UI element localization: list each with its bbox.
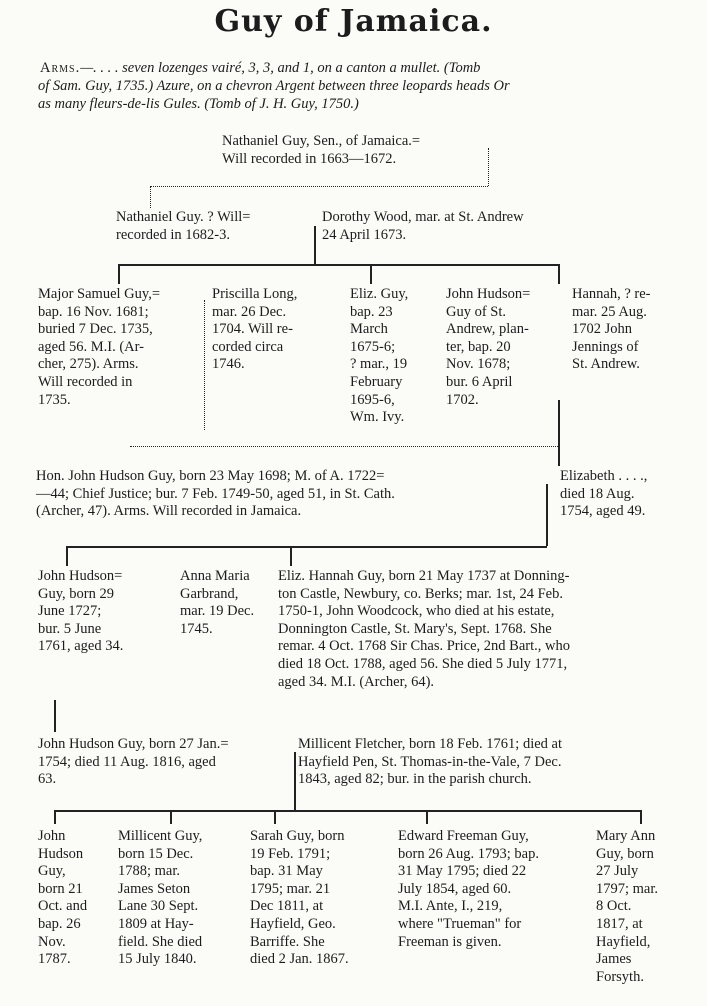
john-hudson-guy-1754: John Hudson Guy, born 27 Jan.= 1754; died 11 Aug. 1816, aged 63. [38,736,229,788]
millicent-fletcher: Millicent Fletcher, born 18 Feb. 1761; died at Hayfield Pen, St. Thomas-in-the-Vale, 7 Dec. 1843, aged 82; bur. in the parish church. [298,736,562,788]
arms-line-1: —. . . . seven lozenges vairé, 3, 3, and 1, on a canton a mullet. (Tomb [80,60,481,76]
arms-label: Arms. [40,60,81,76]
descent-line [204,300,205,430]
hon-john-hudson-guy: Hon. John Hudson Guy, born 23 May 1698; M. of A. 1722= —44; Chief Justice; bur. 7 Feb. 1749-50, aged 51, in St. Cath. (Archer, 47). Arms. Will recorded in Jamaica. [36,468,395,520]
descent-line [558,264,560,284]
millicent-guy: Millicent Guy, born 15 Dec. 1788; mar. James Seton Lane 30 Sept. 1809 at Hay- field. She died 15 July 1840. [118,828,203,968]
page-title: Guy of Jamaica. [214,4,493,39]
descent-line [130,446,558,447]
hannah: Hannah, ? re- mar. 25 Aug. 1702 John Jennings of St. Andrew. [572,286,651,373]
sarah-guy: Sarah Guy, born 19 Feb. 1791; bap. 31 May 1795; mar. 21 Dec 1811, at Hayfield, Geo. Barriffe. She died 2 Jan. 1867. [250,828,349,968]
arms-line-3: as many fleurs-de-lis Gules. (Tomb of J. H. Guy, 1750.) [38,96,359,112]
john-hudson-guy-of-st-andrew: John Hudson= Guy of St. Andrew, plan- ter, bap. 20 Nov. 1678; bur. 6 April 1702. [446,286,531,408]
descent-line [150,186,488,187]
elizabeth: Elizabeth . . . ., died 18 Aug. 1754, aged 49. [560,468,648,520]
descent-line [370,264,372,284]
eliz-guy: Eliz. Guy, bap. 23 March 1675-6; ? mar., 19 February 1695-6, Wm. Ivy. [350,286,409,426]
priscilla-long: Priscilla Long, mar. 26 Dec. 1704. Will re- corded circa 1746. [212,286,298,373]
descent-line [170,810,172,824]
descent-line [558,450,560,466]
descent-line [314,226,316,264]
john-hudson-guy-1727: John Hudson= Guy, born 29 June 1727; bur. 5 June 1761, aged 34. [38,568,124,655]
descent-line [54,700,56,732]
descent-line [118,264,120,284]
john-hudson-guy-1787: John Hudson Guy, born 21 Oct. and bap. 26 Nov. 1787. [38,828,88,968]
descent-line [640,810,642,824]
descent-line [290,546,292,566]
edward-freeman-guy: Edward Freeman Guy, born 26 Aug. 1793; bap. 31 May 1795; died 22 July 1854, aged 60. M.I. Ante, I., 219, where "Trueman" for Freeman is given. [398,828,539,950]
sibling-line [54,810,642,812]
descent-line [274,810,276,824]
sibling-line [66,546,547,548]
mary-ann-guy: Mary Ann Guy, born 27 July 1797; mar. 8 Oct. 1817, at Hayfield, James Forsyth. [596,828,659,985]
nathaniel-guy: Nathaniel Guy. ? Will= recorded in 1682-3. [116,209,251,243]
descent-line [150,186,151,208]
eliz-hannah-guy: Eliz. Hannah Guy, born 21 May 1737 at Donning- ton Castle, Newbury, co. Berks; mar. 1st, 24 Feb. 1750-1, John Woodcock, who died at his estate, Donnington Castle, St. Mary's, Sept. 1768. She remar. 4 Oct. 1768 Sir Chas. Price, 2nd Bart., who died 18 Oct. 1788, aged 56. She died 5 July 1771, aged 34. M.I. (Archer, 64). [278,568,570,690]
nathaniel-guy-senior: Nathaniel Guy, Sen., of Jamaica.= Will recorded in 1663—1672. [222,133,421,167]
descent-line [546,484,548,546]
descent-line [558,400,560,450]
descent-line [294,752,296,810]
descent-line [488,148,489,186]
arms-line-2: of Sam. Guy, 1735.) Azure, on a chevron Argent between three leopards heads Or [38,78,510,94]
descent-line [54,810,56,824]
dorothy-wood: Dorothy Wood, mar. at St. Andrew 24 April 1673. [322,209,524,243]
arms-description [40,59,680,113]
descent-line [66,546,68,566]
anna-maria-garbrand: Anna Maria Garbrand, mar. 19 Dec. 1745. [180,568,255,637]
sibling-line [118,264,559,266]
major-samuel-guy: Major Samuel Guy,= bap. 16 Nov. 1681; buried 7 Dec. 1735, aged 56. M.I. (Ar- cher, 275). Arms. Will recorded in 1735. [38,286,161,408]
descent-line [426,810,428,824]
